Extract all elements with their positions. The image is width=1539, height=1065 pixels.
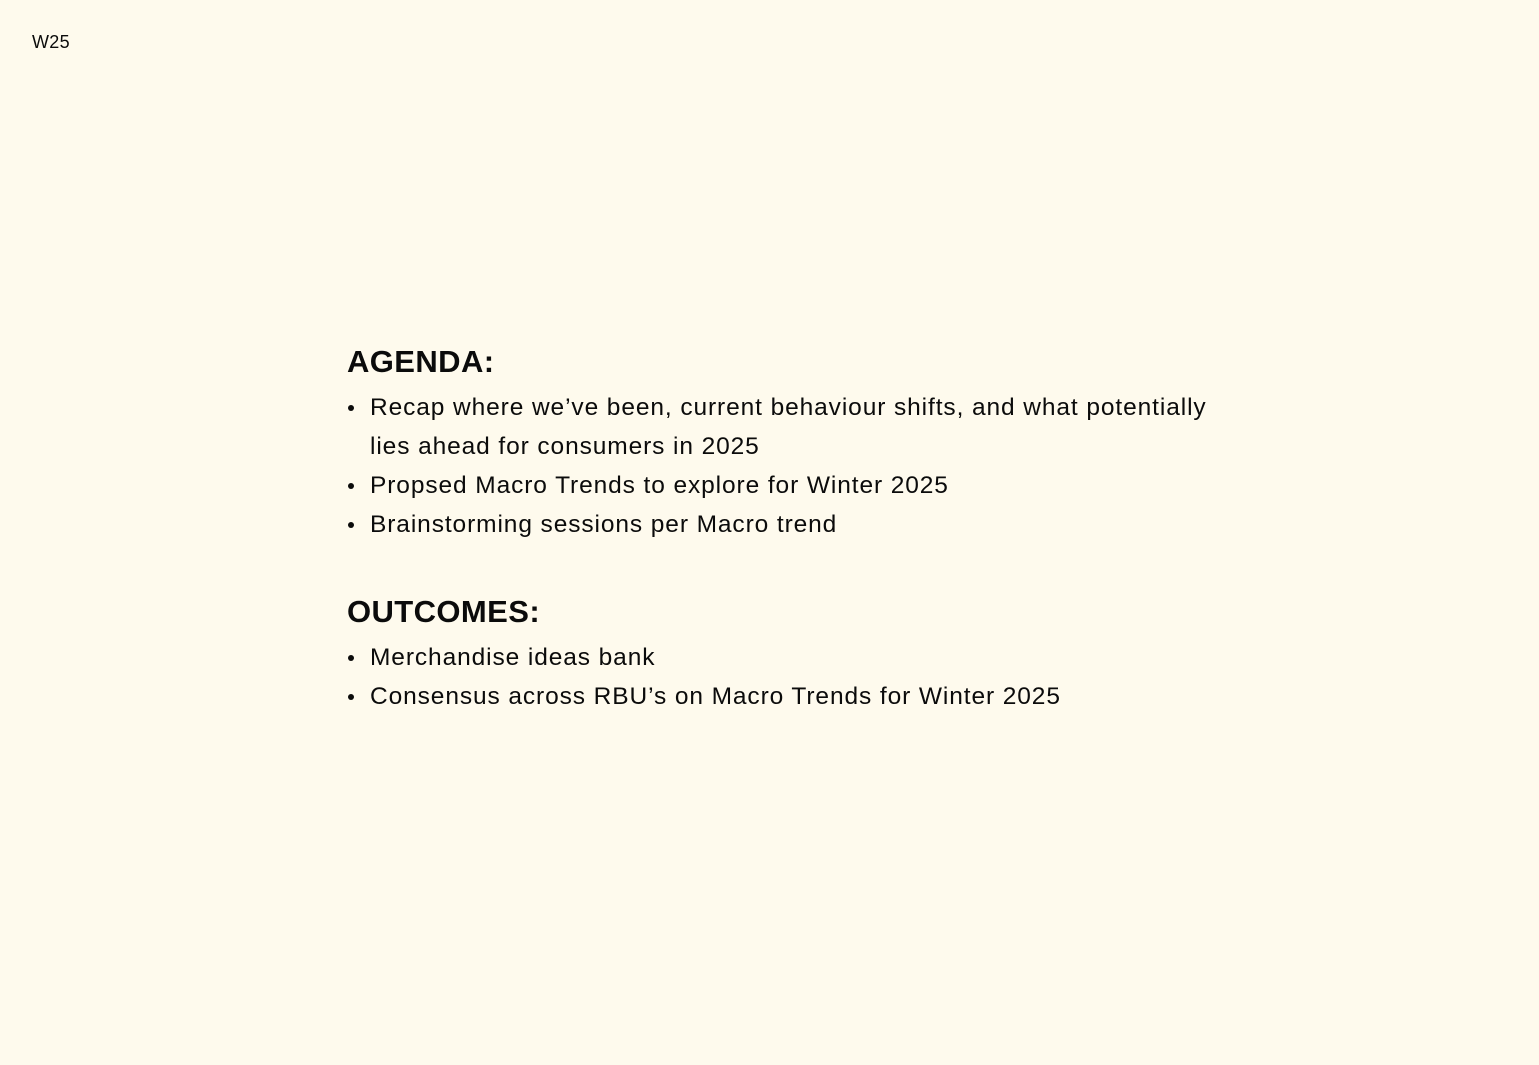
bullet-icon: [348, 405, 354, 411]
slide-code: W25: [32, 32, 70, 52]
agenda-item: [347, 388, 1207, 466]
bullet-icon: [348, 483, 354, 489]
outcome-item: [347, 638, 1207, 677]
agenda-list: [347, 388, 1207, 544]
agenda-item-text: Brainstorming sessions per Macro trend: [370, 511, 838, 538]
outcomes-list: [347, 638, 1207, 716]
outcomes-section: [347, 592, 1207, 716]
outcome-item-text: Consensus across RBU’s on Macro Trends for Winter 2025: [370, 683, 1061, 710]
outcome-item-text: Merchandise ideas bank: [370, 644, 656, 671]
bullet-icon: [348, 694, 354, 700]
agenda-item-text: Recap where we’ve been, current behaviour shifts, and what potentially lies ahead for consumers in 2025: [370, 394, 1207, 460]
bullet-icon: [348, 655, 354, 661]
agenda-section: [347, 342, 1207, 544]
bullet-icon: [348, 522, 354, 528]
agenda-item: [347, 505, 1207, 544]
agenda-item: [347, 466, 1207, 505]
agenda-heading: AGENDA:: [347, 344, 495, 379]
outcome-item: [347, 677, 1207, 716]
slide-content: [347, 342, 1207, 716]
outcomes-heading: OUTCOMES:: [347, 594, 541, 629]
agenda-item-text: Propsed Macro Trends to explore for Winter 2025: [370, 472, 949, 499]
